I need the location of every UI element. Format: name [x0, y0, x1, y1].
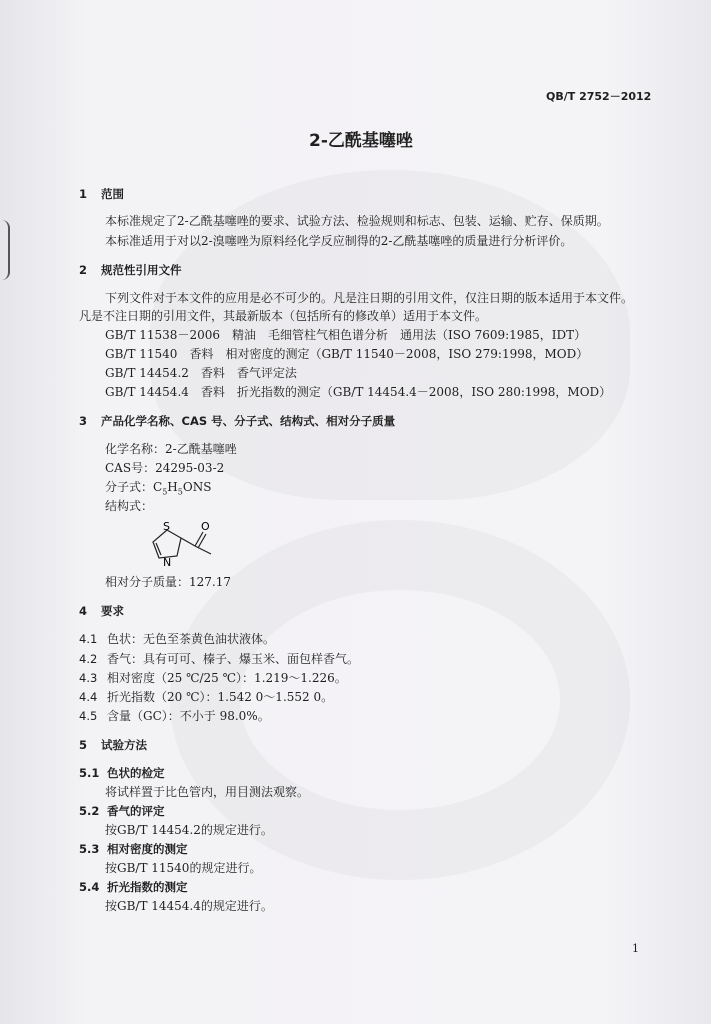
- molecular-formula: [105, 480, 212, 497]
- section-2-heading: [79, 263, 182, 277]
- cas-number: CAS号：24295-03-2: [105, 461, 225, 475]
- sulfur-atom-label: S: [163, 520, 170, 533]
- item-text: 色状：无色至茶黄色油状液体。: [107, 632, 276, 646]
- chemical-name: 化学名称：2-乙酰基噻唑: [105, 442, 237, 456]
- reference-item: GB/T 14454.2 香料 香气评定法: [105, 366, 297, 380]
- oxygen-atom-label: O: [201, 520, 210, 533]
- subsection-title: 色状的检定: [107, 766, 165, 780]
- subsection-title: 香气的评定: [107, 804, 165, 818]
- subsection-text: 按GB/T 11540的规定进行。: [105, 861, 262, 875]
- ring-substituent-bond: [181, 538, 195, 546]
- subsection-number: 5.4: [79, 880, 100, 894]
- binding-mark: [0, 220, 10, 280]
- item-number: 4.1: [79, 632, 98, 646]
- item-text: 折光指数（20 ℃）：1.542 0～1.552 0。: [107, 690, 334, 704]
- section-title: 产品化学名称、CAS 号、分子式、结构式、相对分子质量: [101, 414, 396, 428]
- section-number: 4: [79, 604, 88, 618]
- carbonyl-double-bond: [198, 534, 206, 548]
- section-title: 试验方法: [101, 738, 148, 752]
- section-2-para-line-1: 下列文件对于本文件的应用是必不可少的。凡是注日期的引用文件，仅注日期的版本适用于本文件。: [105, 291, 634, 305]
- item-number: 4.5: [79, 709, 98, 723]
- formula-value: $C_5H_5ONS$: [153, 480, 212, 497]
- section-2-para-line-2: 凡是不注日期的引用文件，其最新版本（包括所有的修改单）适用于本文件。: [79, 309, 488, 323]
- section-number: 3: [79, 414, 88, 428]
- section-4-heading: [79, 604, 124, 618]
- molecular-weight: 相对分子质量：127.17: [105, 575, 231, 589]
- section-1-para-1: 本标准规定了2-乙酰基噻唑的要求、试验方法、检验规则和标志、包装、运输、贮存、保质期。: [105, 214, 609, 228]
- section-5-heading: [79, 738, 147, 752]
- subsection-number: 5.2: [79, 804, 100, 818]
- subsection-text: 按GB/T 14454.4的规定进行。: [105, 899, 273, 913]
- section-3-heading: [79, 414, 395, 428]
- thiazole-ring: [153, 530, 181, 558]
- item-number: 4.4: [79, 690, 98, 704]
- subsection-number: 5.1: [79, 766, 100, 780]
- reference-item: GB/T 11540 香料 相对密度的测定（GB/T 11540－2008，ISO 279:1998，MOD）: [105, 347, 589, 361]
- section-title: 规范性引用文件: [101, 263, 182, 277]
- subsection-title: 相对密度的测定: [107, 842, 188, 856]
- section-1-heading: [79, 187, 124, 201]
- subsection-title: 折光指数的测定: [107, 880, 188, 894]
- subsection-heading: [79, 842, 188, 856]
- subsection-text: 将试样置于比色管内，用目测法观察。: [105, 785, 310, 799]
- item-text: 香气：具有可可、榛子、爆玉米、面包样香气。: [107, 652, 360, 666]
- section-1-para-2: 本标准适用于对以2-溴噻唑为原料经化学反应制得的2-乙酰基噻唑的质量进行分析评价。: [105, 234, 573, 248]
- item-text: 相对密度（25 ℃/25 ℃）：1.219～1.226。: [107, 671, 347, 685]
- requirement-item: [79, 652, 359, 666]
- subsection-heading: [79, 766, 165, 780]
- structure-label: 结构式：: [105, 499, 154, 513]
- structural-formula: [145, 518, 225, 574]
- subsection-heading: [79, 804, 165, 818]
- standard-number: QB/T 2752－2012: [546, 90, 652, 103]
- reference-item: GB/T 14454.4 香料 折光指数的测定（GB/T 14454.4－2008，ISO 280:1998，MOD）: [105, 385, 612, 399]
- page-number: 1: [632, 942, 639, 955]
- section-title: 范围: [101, 187, 125, 201]
- item-number: 4.2: [79, 652, 98, 666]
- reference-item: GB/T 11538－2006 精油 毛细管柱气相色谱分析 通用法（ISO 7609:1985，IDT）: [105, 328, 587, 342]
- subsection-heading: [79, 880, 188, 894]
- section-number: 2: [79, 263, 88, 277]
- section-number: 5: [79, 738, 88, 752]
- carbonyl-bond: [195, 532, 203, 546]
- methyl-bond: [195, 546, 211, 554]
- item-text: 含量（GC）：不小于 98.0%。: [107, 709, 270, 723]
- requirement-item: [79, 709, 270, 723]
- requirement-item: [79, 671, 347, 685]
- requirement-item: [79, 690, 333, 704]
- section-number: 1: [79, 187, 88, 201]
- subsection-number: 5.3: [79, 842, 100, 856]
- section-title: 要求: [101, 604, 125, 618]
- formula-label: 分子式：: [105, 480, 154, 494]
- item-number: 4.3: [79, 671, 98, 685]
- subsection-text: 按GB/T 14454.2的规定进行。: [105, 823, 273, 837]
- document-title: 2-乙酰基噻唑: [309, 131, 413, 151]
- nitrogen-atom-label: N: [163, 556, 172, 569]
- requirement-item: [79, 632, 275, 646]
